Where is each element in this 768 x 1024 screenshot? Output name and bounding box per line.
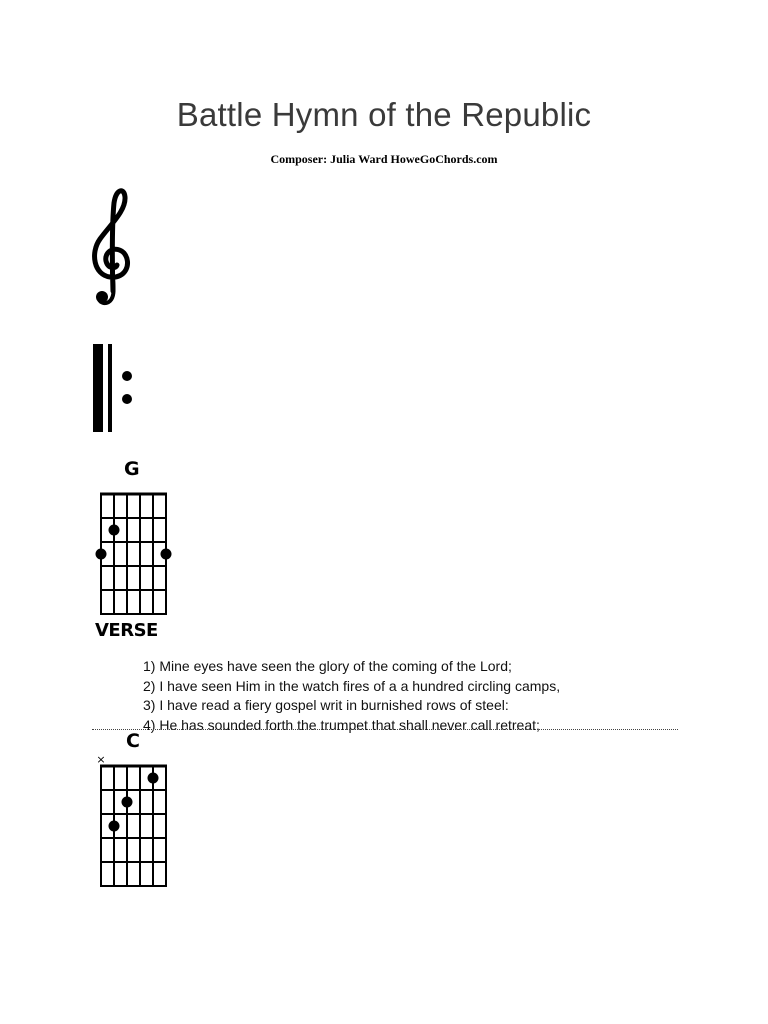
lyric-line: 3) I have read a fiery gospel writ in burnished rows of steel: bbox=[143, 697, 509, 713]
finger-dot bbox=[109, 821, 120, 832]
composer-credit: Composer: Julia Ward HoweGoChords.com bbox=[270, 152, 498, 166]
page-title: Battle Hymn of the Republic bbox=[176, 96, 592, 133]
separator-line bbox=[92, 729, 678, 730]
repeat-start-icon bbox=[93, 344, 138, 432]
chord-g-diagram bbox=[92, 486, 176, 618]
chord-g-name: G bbox=[124, 458, 140, 480]
chord-c-name: C bbox=[126, 730, 140, 752]
lyric-line: 1) Mine eyes have seen the glory of the coming of the Lord; bbox=[143, 658, 512, 674]
finger-dot bbox=[148, 773, 159, 784]
chord-c-diagram bbox=[92, 752, 176, 890]
finger-dot bbox=[161, 549, 172, 560]
lyric-line: 2) I have seen Him in the watch fires of a a hundred circling camps, bbox=[143, 677, 561, 694]
lyric-line: 4) He has sounded forth the trumpet that shall never call retreat; bbox=[143, 716, 540, 733]
section-label: VERSE bbox=[95, 620, 158, 641]
treble-clef-icon bbox=[86, 183, 140, 311]
finger-dot bbox=[96, 549, 107, 560]
muted-string-marker: × bbox=[96, 753, 106, 766]
lyrics-block bbox=[143, 657, 560, 735]
finger-dot bbox=[109, 525, 120, 536]
finger-dot bbox=[122, 797, 133, 808]
